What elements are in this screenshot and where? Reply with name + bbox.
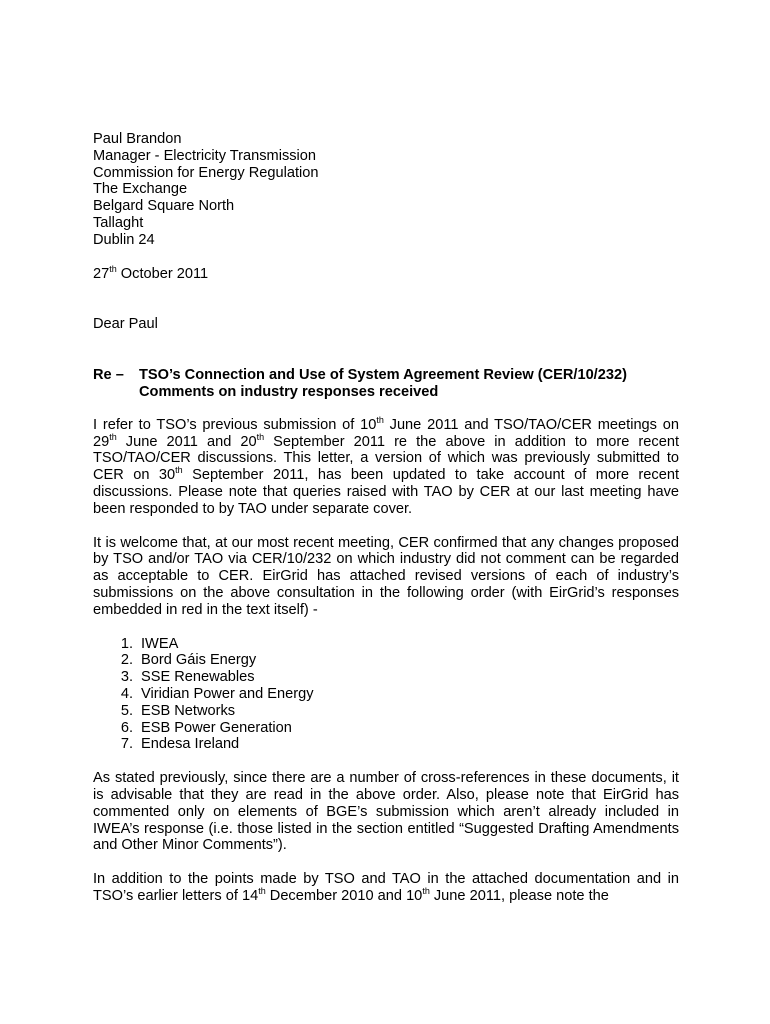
- list-item: [93, 703, 679, 720]
- ordinal-suffix: th: [422, 885, 430, 896]
- list-number: 7.: [120, 736, 133, 753]
- date-day: 27: [93, 265, 110, 282]
- list-number: 4.: [120, 685, 133, 702]
- list-number: 1.: [120, 635, 133, 652]
- list-label: ESB Power Generation: [141, 719, 292, 736]
- address-line: Dublin 24: [93, 231, 155, 248]
- ordinal-suffix: th: [109, 431, 117, 442]
- submission-order-list: [93, 636, 679, 754]
- letter-body: [93, 131, 679, 905]
- text-run: June 2011 and TSO/TAO/CER meetings on 29: [93, 416, 679, 450]
- address-line: Commission for Energy Regulation: [93, 164, 319, 181]
- list-number: 2.: [120, 652, 133, 669]
- text-run: June 2011 and 20: [116, 433, 257, 450]
- address-line: Manager - Electricity Transmission: [93, 147, 317, 164]
- date-rest: October 2011: [116, 265, 209, 282]
- list-label: Bord Gáis Energy: [141, 652, 257, 669]
- text-run: June 2011, please note the: [429, 887, 609, 904]
- address-line: Tallaght: [93, 214, 144, 231]
- address-line: Belgard Square North: [93, 198, 235, 215]
- subject-line-1: TSO’s Connection and Use of System Agreement Review (CER/10/232): [139, 367, 627, 384]
- list-number: 6.: [120, 719, 133, 736]
- text-run: December 2010 and 10: [265, 887, 423, 904]
- paragraph-1: [93, 414, 679, 518]
- subject-heading: [93, 367, 679, 401]
- list-number: 3.: [120, 669, 133, 686]
- paragraph-4: [93, 871, 679, 905]
- paragraph-2: It is welcome that, at our most recent meeting, CER confirmed that any changes proposed by TSO and/or TAO via CER/10/232 on which industry did not comment can be regarded as acceptable to CER. EirGrid has attached revised versions of each of industry’s submissions on the above consultation in the following order (with EirGrid’s responses embedded in red in the text itself) -: [93, 534, 679, 618]
- list-item: [93, 669, 679, 686]
- list-item: [93, 736, 679, 753]
- list-item: [93, 686, 679, 703]
- letter-date: [93, 263, 679, 283]
- list-item: [93, 636, 679, 653]
- salutation: Dear Paul: [93, 316, 158, 333]
- list-number: 5.: [120, 702, 133, 719]
- ordinal-suffix: th: [258, 885, 266, 896]
- list-item: [93, 652, 679, 669]
- list-label: SSE Renewables: [141, 669, 255, 686]
- address-line: The Exchange: [93, 181, 188, 198]
- list-item: [93, 720, 679, 737]
- text-run: I refer to TSO’s previous submission of 10: [93, 416, 377, 433]
- ordinal-suffix: th: [175, 465, 183, 476]
- ordinal-suffix: th: [256, 431, 265, 442]
- recipient-address: [93, 131, 679, 249]
- subject-lines: [139, 367, 627, 401]
- subject-line-2: Comments on industry responses received: [139, 383, 439, 400]
- ordinal-suffix: th: [376, 414, 384, 425]
- paragraph-3: As stated previously, since there are a number of cross-references in these documents, it is advisable that they are read in the above order. Also, please note that EirGrid has commented only on elements of BGE’s submission which aren’t already included in IWEA’s response (i.e. those listed in the section entitled “Suggested Drafting Amendments and Other Minor Comments”).: [93, 770, 679, 854]
- date-suffix: th: [109, 263, 117, 274]
- text-run: September 2011 re the above in addition to more recent TSO/TAO/CER discussions. This letter, a version of which was previously submitted to CER on 30: [93, 433, 679, 484]
- list-label: IWEA: [141, 635, 179, 652]
- list-label: Endesa Ireland: [141, 736, 240, 753]
- text-run: In addition to the points made by TSO and TAO in the attached documentation and in TSO’s earlier letters of 14: [93, 871, 679, 904]
- text-run: September 2011, has been updated to take account of more recent discussions. Please note that queries raised with TAO by CER at our last meeting have been responded to by TAO under separate cover.: [93, 467, 679, 517]
- list-label: ESB Networks: [141, 702, 236, 719]
- subject-prefix: Re –: [93, 367, 124, 384]
- list-label: Viridian Power and Energy: [141, 685, 314, 702]
- address-line: Paul Brandon: [93, 131, 182, 147]
